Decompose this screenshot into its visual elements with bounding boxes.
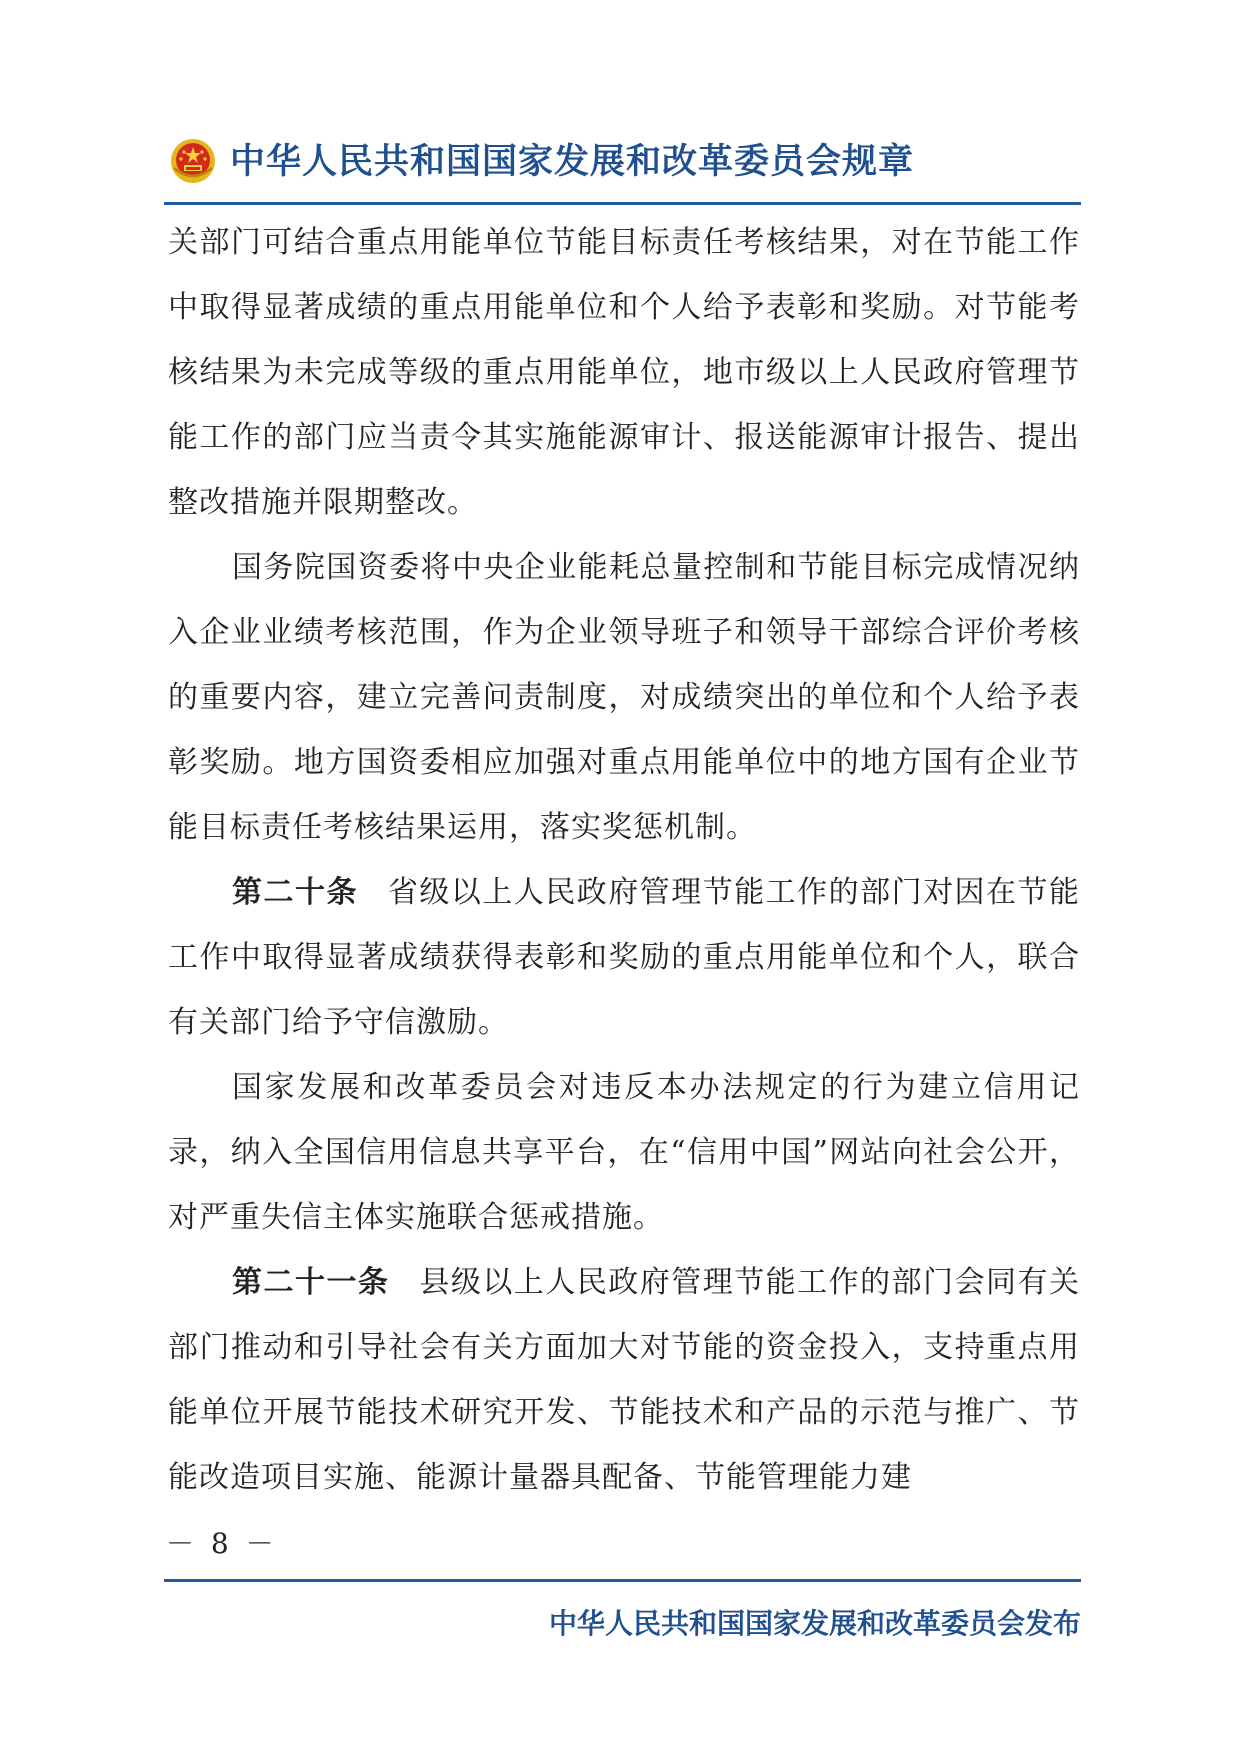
- paragraph: [168, 535, 1080, 860]
- paragraph: [168, 1055, 1080, 1250]
- header-title: 中华人民共和国国家发展和改革委员会规章: [230, 142, 915, 182]
- paragraph-text: 国务院国资委将中央企业能耗总量控制和节能目标完成情况纳入企业业绩考核范围，作为企业领导班子和领导干部综合评价考核的重要内容，建立完善问责制度，对成绩突出的单位和个人给予表彰奖励。地方国资委相应加强对重点用能单位中的地方国有企业节能目标责任考核结果运用，落实奖惩机制。: [168, 550, 1080, 845]
- paragraph-continued: [168, 210, 1080, 535]
- article-paragraph: [168, 860, 1080, 1055]
- paragraph-text: 国家发展和改革委员会对违反本办法规定的行为建立信用记录，纳入全国信用信息共享平台，在“信用中国”网站向社会公开，对严重失信主体实施联合惩戒措施。: [168, 1070, 1080, 1235]
- national-emblem-icon: [170, 138, 216, 184]
- header-divider: [164, 202, 1081, 205]
- document-body: [168, 210, 1080, 1510]
- page-number: － 8 －: [166, 1527, 278, 1560]
- paragraph-text: 县级以上人民政府管理节能工作的部门会同有关部门推动和引导社会有关方面加大对节能的资金投入，支持重点用能单位开展节能技术研究开发、节能技术和产品的示范与推广、节能改造项目实施、能源计量器具配备、节能管理能力建: [168, 1265, 1081, 1495]
- page-header: [168, 132, 1080, 204]
- footer-divider: [164, 1579, 1081, 1582]
- article-number: 第二十一条: [232, 1265, 390, 1300]
- footer-publisher: 中华人民共和国国家发展和改革委员会发布: [548, 1607, 1081, 1640]
- article-paragraph: [168, 1250, 1080, 1510]
- article-number: 第二十条: [232, 875, 358, 910]
- paragraph-text: 关部门可结合重点用能单位节能目标责任考核结果，对在节能工作中取得显著成绩的重点用能单位和个人给予表彰和奖励。对节能考核结果为未完成等级的重点用能单位，地市级以上人民政府管理节能工作的部门应当责令其实施能源审计、报送能源审计报告、提出整改措施并限期整改。: [168, 225, 1080, 520]
- paragraph-text: 省级以上人民政府管理节能工作的部门对因在节能工作中取得显著成绩获得表彰和奖励的重点用能单位和个人，联合有关部门给予守信激励。: [168, 875, 1081, 1040]
